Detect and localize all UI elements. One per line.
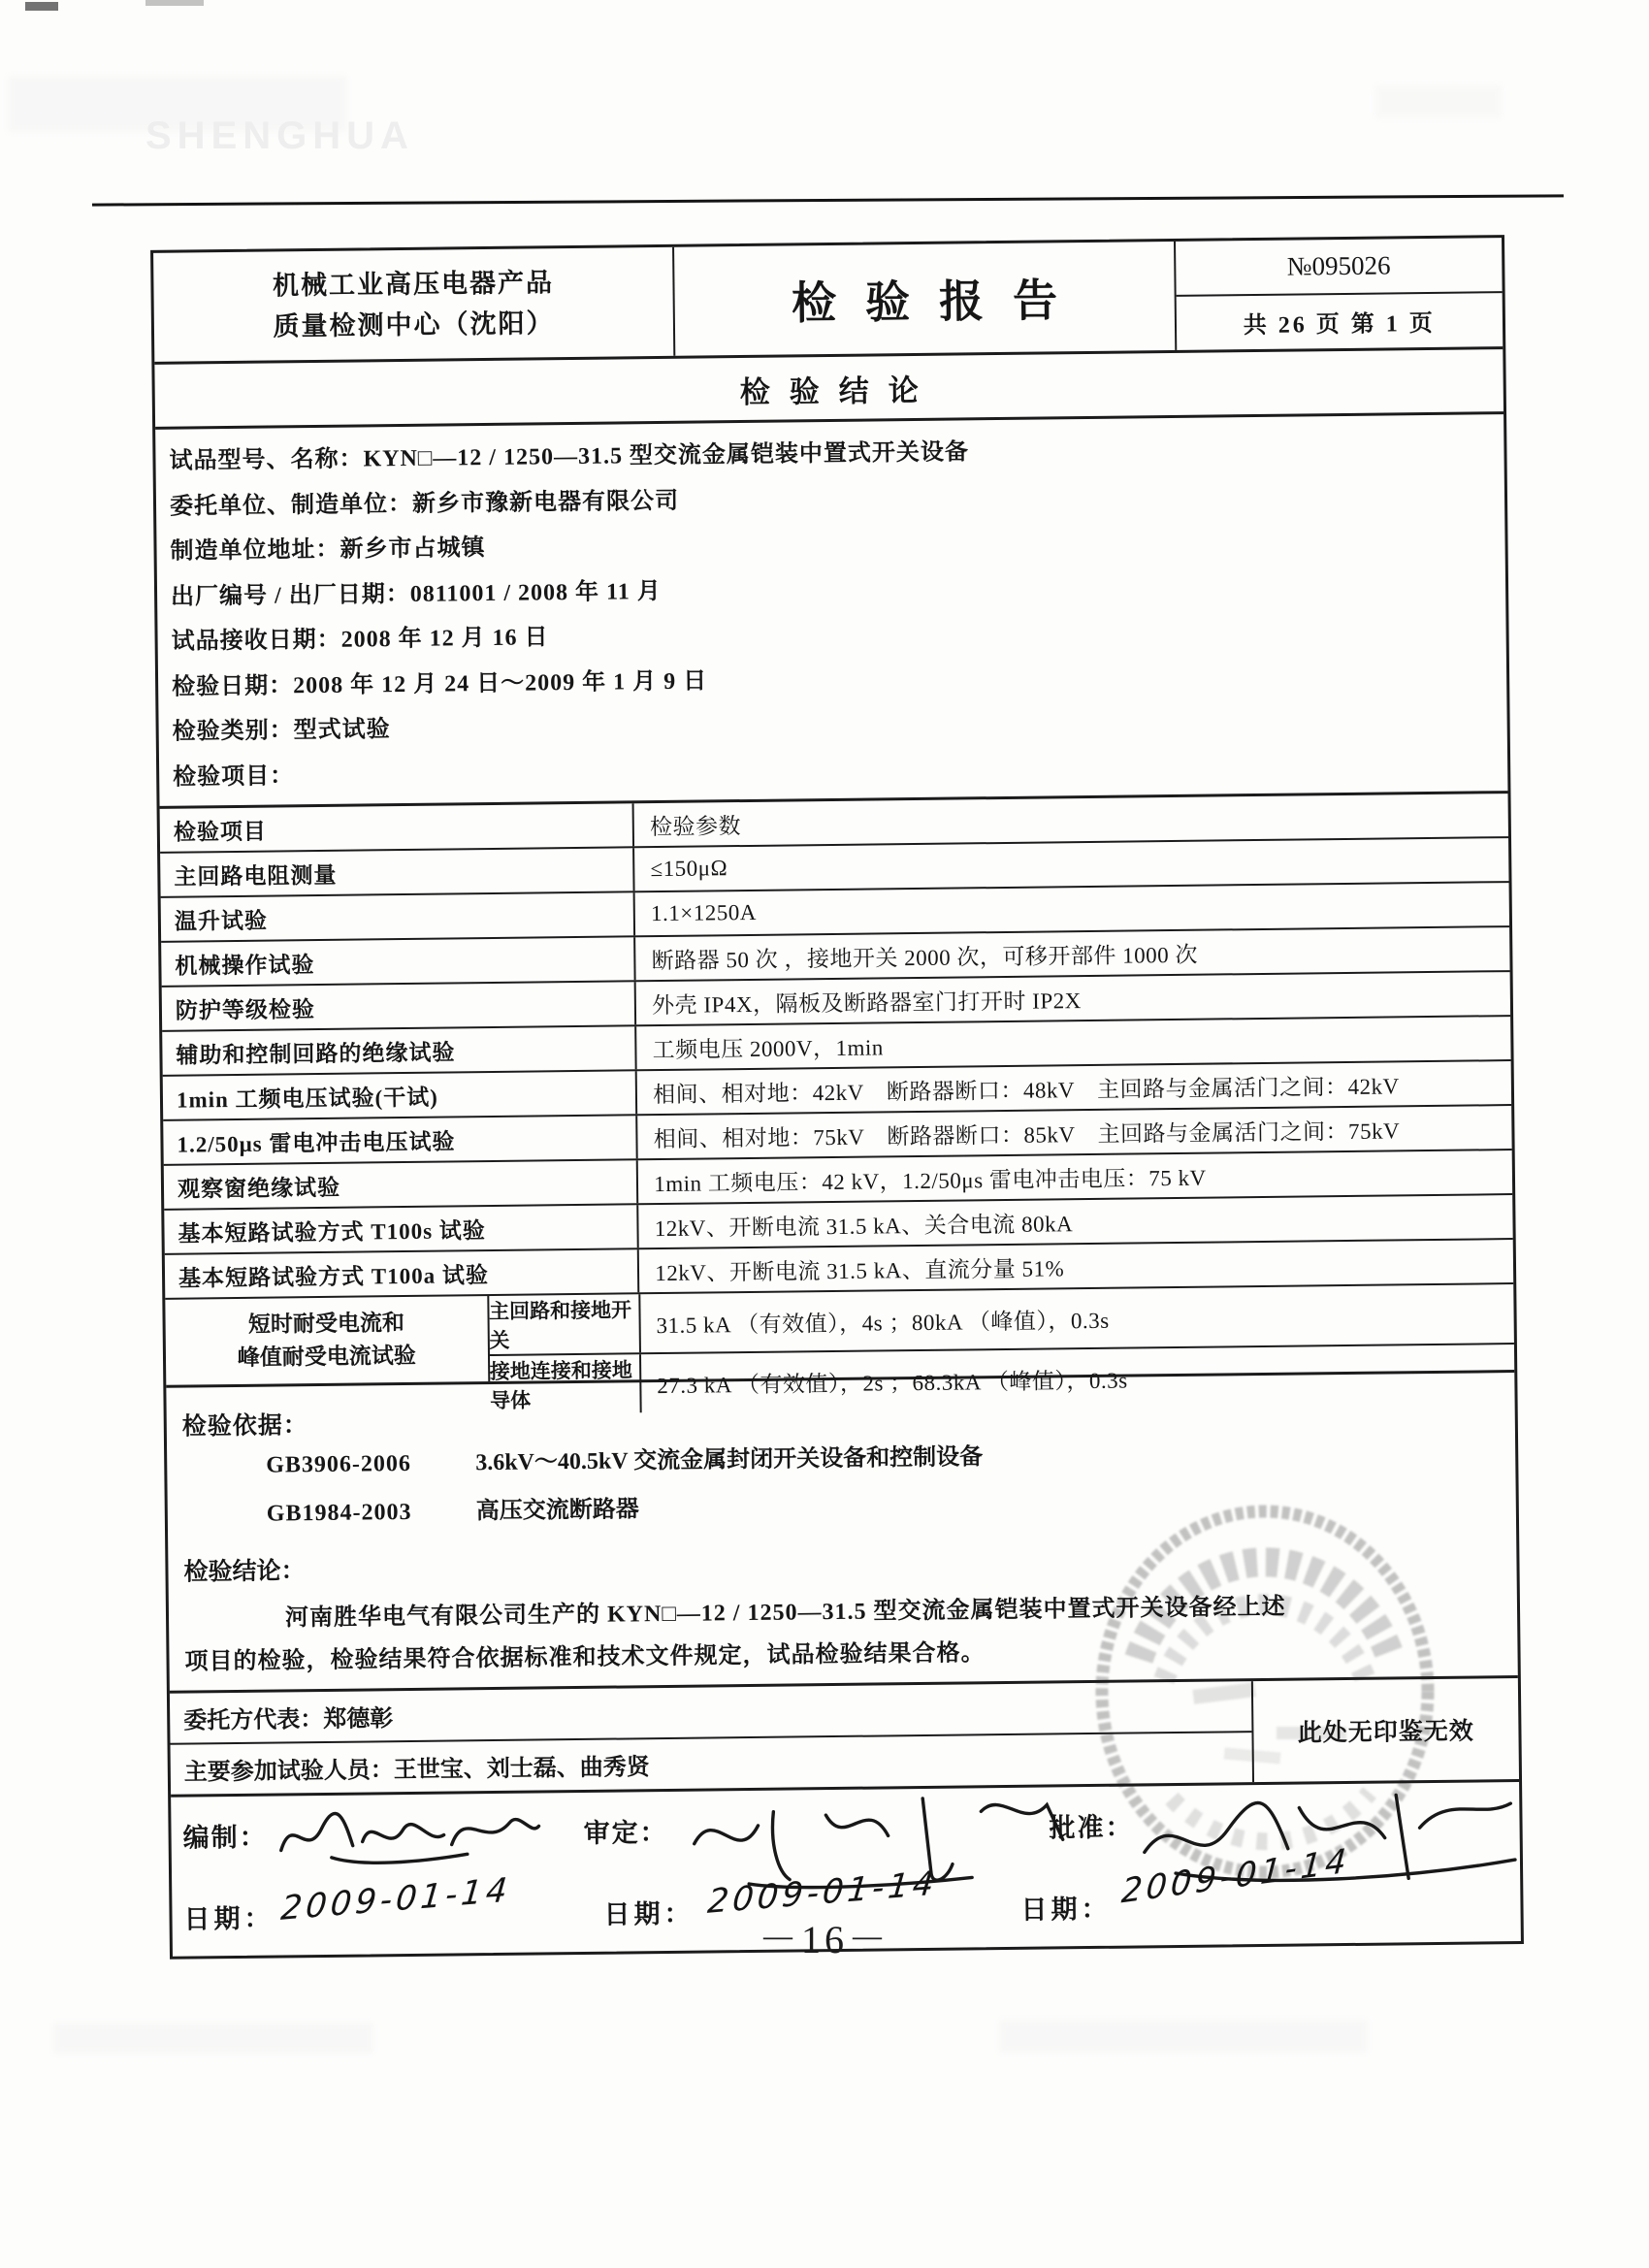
table-row: 观察窗绝缘试验 1min 工频电压：42 kV，1.2/50μs 雷电冲击电压：75 kV	[164, 1149, 1512, 1209]
info-line: 检验日期：2008 年 12 月 24 日～2009 年 1 月 9 日	[172, 667, 708, 700]
table-row: 基本短路试验方式 T100a 试验 12kV、开断电流 31.5 kA、直流分量 51%	[165, 1238, 1513, 1298]
conclusion-text: 项目的检验，检验结果符合依据标准和技术文件规定，试品检验结果合格。	[184, 1640, 986, 1675]
table-row: 温升试验 1.1×1250A	[161, 881, 1509, 941]
report-table	[150, 235, 1524, 1960]
table-row: 防护等级检验 外壳 IP4X，隔板及断路器室门打开时 IP2X	[162, 970, 1510, 1030]
standard-code: GB3906-2006	[266, 1450, 412, 1478]
table-row: 主回路电阻测量 ≤150μΩ	[160, 836, 1508, 896]
scan-artifact	[146, 0, 204, 6]
report-meta	[1174, 238, 1504, 350]
handwritten-date: 2009-01-14	[278, 1870, 513, 1929]
approved-by-label: 批准：	[1049, 1812, 1134, 1843]
report-number: №095026	[1176, 238, 1503, 297]
reviewed-by-label: 审定：	[583, 1817, 668, 1848]
page-number: －16－	[759, 1918, 890, 1961]
table-subrow: 主回路和接地开关 31.5 kA （有效值），4s ；80kA （峰值），0.3s	[489, 1284, 1514, 1354]
report-header	[153, 238, 1503, 365]
section-title: 检验结论	[154, 349, 1504, 430]
date-label: 日期：	[1020, 1894, 1112, 1925]
watermark-smudge	[999, 2020, 1368, 2053]
table-row: 1.2/50μs 雷电冲击电压试验 相间、相对地：75kV 断路器断口：85kV 主回路与金属活门之间：75kV	[163, 1104, 1511, 1164]
signature-zone	[171, 1782, 1521, 1957]
prepared-signature	[273, 1797, 545, 1877]
agency-line-1: 机械工业高压电器产品	[272, 268, 555, 301]
agency-name	[153, 247, 675, 362]
handwritten-date: 2009-01-14	[1119, 1841, 1352, 1912]
merged-row-label: 短时耐受电流和 峰值耐受电流试验	[165, 1296, 490, 1385]
info-line: 委托单位、制造单位：新乡市豫新电器有限公司	[169, 488, 680, 520]
handwritten-date: 2009-01-14	[705, 1863, 940, 1923]
scan-artifact	[25, 2, 58, 11]
watermark-smudge	[53, 2023, 373, 2054]
conclusion-label: 检验结论：	[183, 1558, 306, 1586]
info-line: 出厂编号 / 出厂日期：0811001 / 2008 年 11 月	[170, 578, 662, 610]
watermark-smudge	[1375, 85, 1502, 118]
table-subrow: 接地连接和接地导体 27.3 kA （有效值），2s ；68.3kA （峰值），0.3s	[490, 1343, 1515, 1414]
basis-label: 检验依据：	[181, 1412, 308, 1441]
sample-info-block	[155, 414, 1507, 809]
report-title: 检验报告	[791, 275, 1087, 329]
prepared-by-label: 编制：	[182, 1822, 268, 1853]
info-line: 检验项目：	[173, 762, 295, 791]
standard-name: 3.6kV～40.5kV 交流金属封闭开关设备和控制设备	[475, 1444, 984, 1476]
standard-name: 高压交流断路器	[475, 1497, 639, 1525]
page-count-info: 共 26 页 第 1 页	[1243, 310, 1436, 340]
info-line: 制造单位地址：新乡市占城镇	[170, 535, 486, 565]
parameters-table	[160, 794, 1515, 1413]
test-personnel: 主要参加试验人员：王世宝、刘士磊、曲秀贤	[183, 1755, 650, 1786]
standard-code: GB1984-2003	[266, 1499, 412, 1527]
watermark-text: SHENGHUA	[146, 114, 414, 157]
info-line: 试品接收日期：2008 年 12 月 16 日	[171, 625, 549, 655]
conclusion-text: 河南胜华电气有限公司生产的 KYN□—12 / 1250—31.5 型交流金属铠装中置式开关设备经上述	[284, 1594, 1286, 1632]
table-row: 1min 工频电压试验(干试) 相间、相对地：42kV 断路器断口：48kV 主回路与金属活门之间：42kV	[163, 1059, 1511, 1119]
info-line: 检验类别：型式试验	[172, 717, 391, 745]
stamp-note-box: 此处无印鉴无效	[1251, 1678, 1519, 1782]
table-row: 辅助和控制回路的绝缘试验 工频电压 2000V，1min	[162, 1015, 1510, 1075]
basis-conclusion-block	[166, 1373, 1517, 1694]
divider	[92, 194, 1564, 206]
date-label: 日期：	[603, 1898, 695, 1929]
agency-line-2: 质量检测中心（沈阳）	[273, 308, 555, 341]
table-row-merged	[165, 1282, 1514, 1413]
info-line: 试品型号、名称：KYN□—12 / 1250—31.5 型交流金属铠装中置式开关设备	[169, 439, 970, 474]
table-row: 机械操作试验 断路器 50 次 ，接地开关 2000 次，可移开部件 1000 次	[161, 925, 1509, 986]
column-header-value: 检验参数	[649, 813, 742, 839]
table-row: 基本短路试验方式 T100s 试验 12kV、开断电流 31.5 kA、关合电流 80kA	[164, 1193, 1512, 1253]
date-label: 日期：	[183, 1903, 275, 1934]
column-header-item: 检验项目	[160, 803, 635, 852]
client-representative: 委托方代表：郑德彰	[170, 1681, 1251, 1745]
